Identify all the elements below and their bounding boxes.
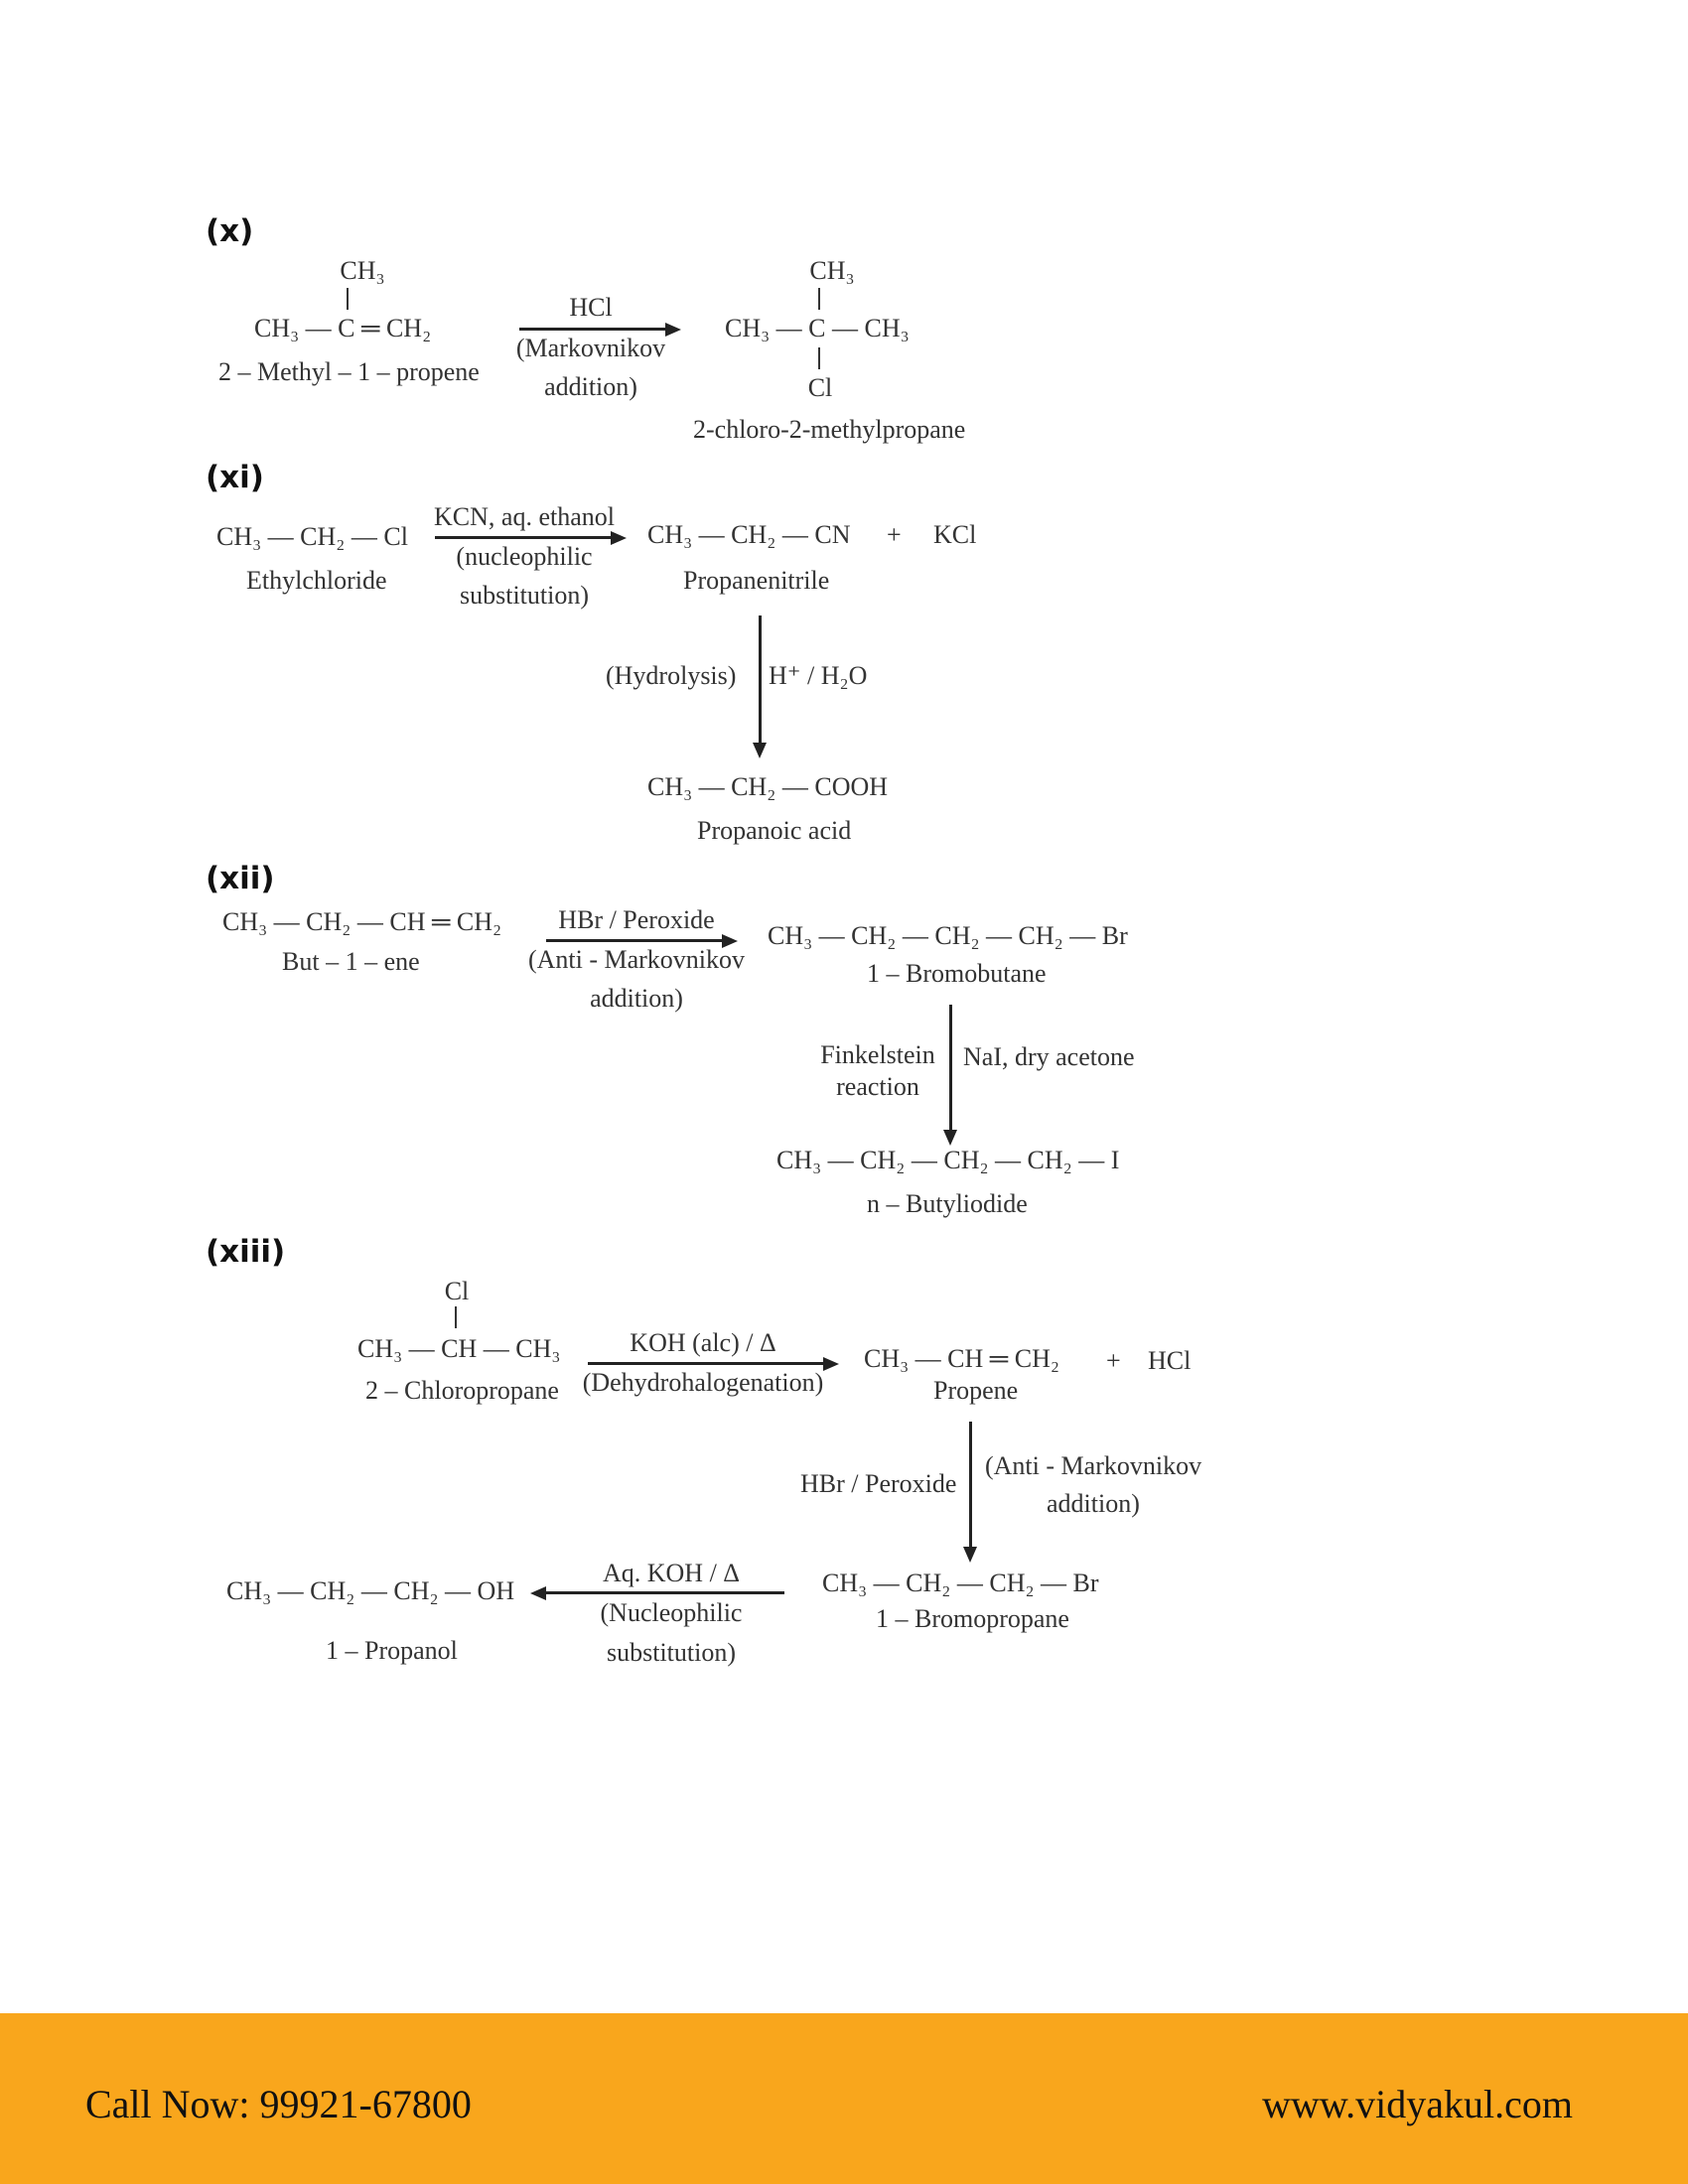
- section-label-x: (x): [206, 213, 254, 249]
- condition: (Hydrolysis): [606, 661, 737, 690]
- reaction-arrow-down: [949, 1005, 952, 1132]
- condition: (nucleophilic: [456, 542, 593, 571]
- final-formula: CH₃ — CH₂ — CH₂ — CH₂ — I: [776, 1146, 1120, 1174]
- product-bottom: Cl: [807, 373, 833, 402]
- arrow-head: [530, 1586, 546, 1600]
- website-link[interactable]: www.vidyakul.com: [1262, 2082, 1573, 2126]
- reactant-top: Cl: [444, 1277, 470, 1305]
- footer-bar: [0, 2013, 1688, 2184]
- reactant-name: But – 1 – ene: [282, 947, 420, 976]
- reactant-name: Ethylchloride: [246, 566, 387, 595]
- section-label-xiii: (xiii): [206, 1234, 286, 1270]
- bond-line: [347, 288, 349, 310]
- reactant-formula: CH₃ — C ═ CH₂: [254, 314, 432, 342]
- arrow-head: [963, 1547, 977, 1563]
- final-name: n – Butyliodide: [867, 1189, 1028, 1218]
- reaction-arrow-down: [969, 1422, 972, 1549]
- reaction-arrow: [435, 536, 614, 539]
- condition: substitution): [606, 1638, 737, 1667]
- reaction-arrow-down: [759, 615, 762, 745]
- intermediate-formula: CH₃ — CH₂ — CH₂ — Br: [822, 1569, 1099, 1597]
- product-top: CH₃: [809, 256, 855, 285]
- plus-sign: +: [1106, 1346, 1121, 1375]
- section-label-xi: (xi): [206, 460, 264, 495]
- reactant-name: 2 – Chloropropane: [365, 1376, 559, 1405]
- arrow-head: [823, 1357, 839, 1371]
- reagent: HBr / Peroxide: [558, 905, 715, 934]
- condition: (Dehydrohalogenation): [582, 1368, 824, 1397]
- reactant-formula: CH₃ — CH — CH₃: [357, 1334, 561, 1363]
- section-label-xii: (xii): [206, 861, 275, 896]
- product-name: 2-chloro-2-methylpropane: [693, 415, 966, 444]
- condition: (Anti - Markovnikov: [527, 945, 746, 974]
- reaction-arrow: [588, 1362, 826, 1365]
- condition: Finkelstein: [820, 1040, 935, 1069]
- bond-line: [455, 1306, 457, 1328]
- product-formula: CH₃ — CH₂ — CN: [647, 520, 851, 549]
- reagent: H⁺ / H₂O: [769, 661, 868, 690]
- condition: (Anti - Markovnikov: [985, 1451, 1202, 1480]
- reactant-branch: CH₃: [340, 256, 385, 285]
- condition: (Nucleophilic: [600, 1598, 743, 1627]
- reagent: KOH (alc) / Δ: [630, 1328, 776, 1357]
- product-formula: CH₃ — CH ═ CH₂: [864, 1344, 1059, 1373]
- condition: addition): [1047, 1489, 1140, 1518]
- product-name: Propene: [933, 1376, 1019, 1405]
- reaction-arrow: [546, 1591, 784, 1594]
- arrow-head: [665, 323, 681, 337]
- reagent: HCl: [569, 293, 613, 322]
- reagent: Aq. KOH / Δ: [602, 1559, 741, 1587]
- bond-line: [818, 288, 820, 310]
- product-formula: CH₃ — C — CH₃: [725, 314, 910, 342]
- bond-line: [818, 347, 820, 369]
- reagent: KCN, aq. ethanol: [434, 502, 615, 531]
- final-name: 1 – Propanol: [326, 1636, 458, 1665]
- final-formula: CH₃ — CH₂ — CH₂ — OH: [226, 1576, 515, 1605]
- condition: substitution): [459, 581, 590, 610]
- reaction-arrow: [519, 328, 668, 331]
- byproduct: HCl: [1148, 1346, 1192, 1375]
- arrow-head: [611, 531, 627, 545]
- condition: (Markovnikov: [515, 334, 666, 362]
- reactant-formula: CH₃ — CH₂ — Cl: [216, 522, 408, 551]
- condition: addition): [590, 984, 683, 1013]
- reaction-arrow: [546, 939, 725, 942]
- byproduct: KCl: [933, 520, 977, 549]
- final-name: Propanoic acid: [697, 816, 852, 845]
- intermediate-name: 1 – Bromopropane: [876, 1604, 1069, 1633]
- reagent: HBr / Peroxide: [800, 1469, 957, 1498]
- product-name: Propanenitrile: [683, 566, 830, 595]
- plus-sign: +: [887, 520, 902, 549]
- product-formula: CH₃ — CH₂ — CH₂ — CH₂ — Br: [768, 921, 1128, 950]
- reactant-name: 2 – Methyl – 1 – propene: [218, 357, 480, 386]
- final-formula: CH₃ — CH₂ — COOH: [647, 772, 889, 801]
- condition: reaction: [836, 1072, 919, 1101]
- condition: addition): [544, 372, 637, 401]
- reagent: NaI, dry acetone: [963, 1042, 1135, 1071]
- arrow-head: [753, 743, 767, 758]
- call-now-text: Call Now: 99921-67800: [85, 2082, 472, 2126]
- arrow-head: [943, 1130, 957, 1146]
- reactant-formula: CH₃ — CH₂ — CH ═ CH₂: [222, 907, 502, 936]
- product-name: 1 – Bromobutane: [867, 959, 1047, 988]
